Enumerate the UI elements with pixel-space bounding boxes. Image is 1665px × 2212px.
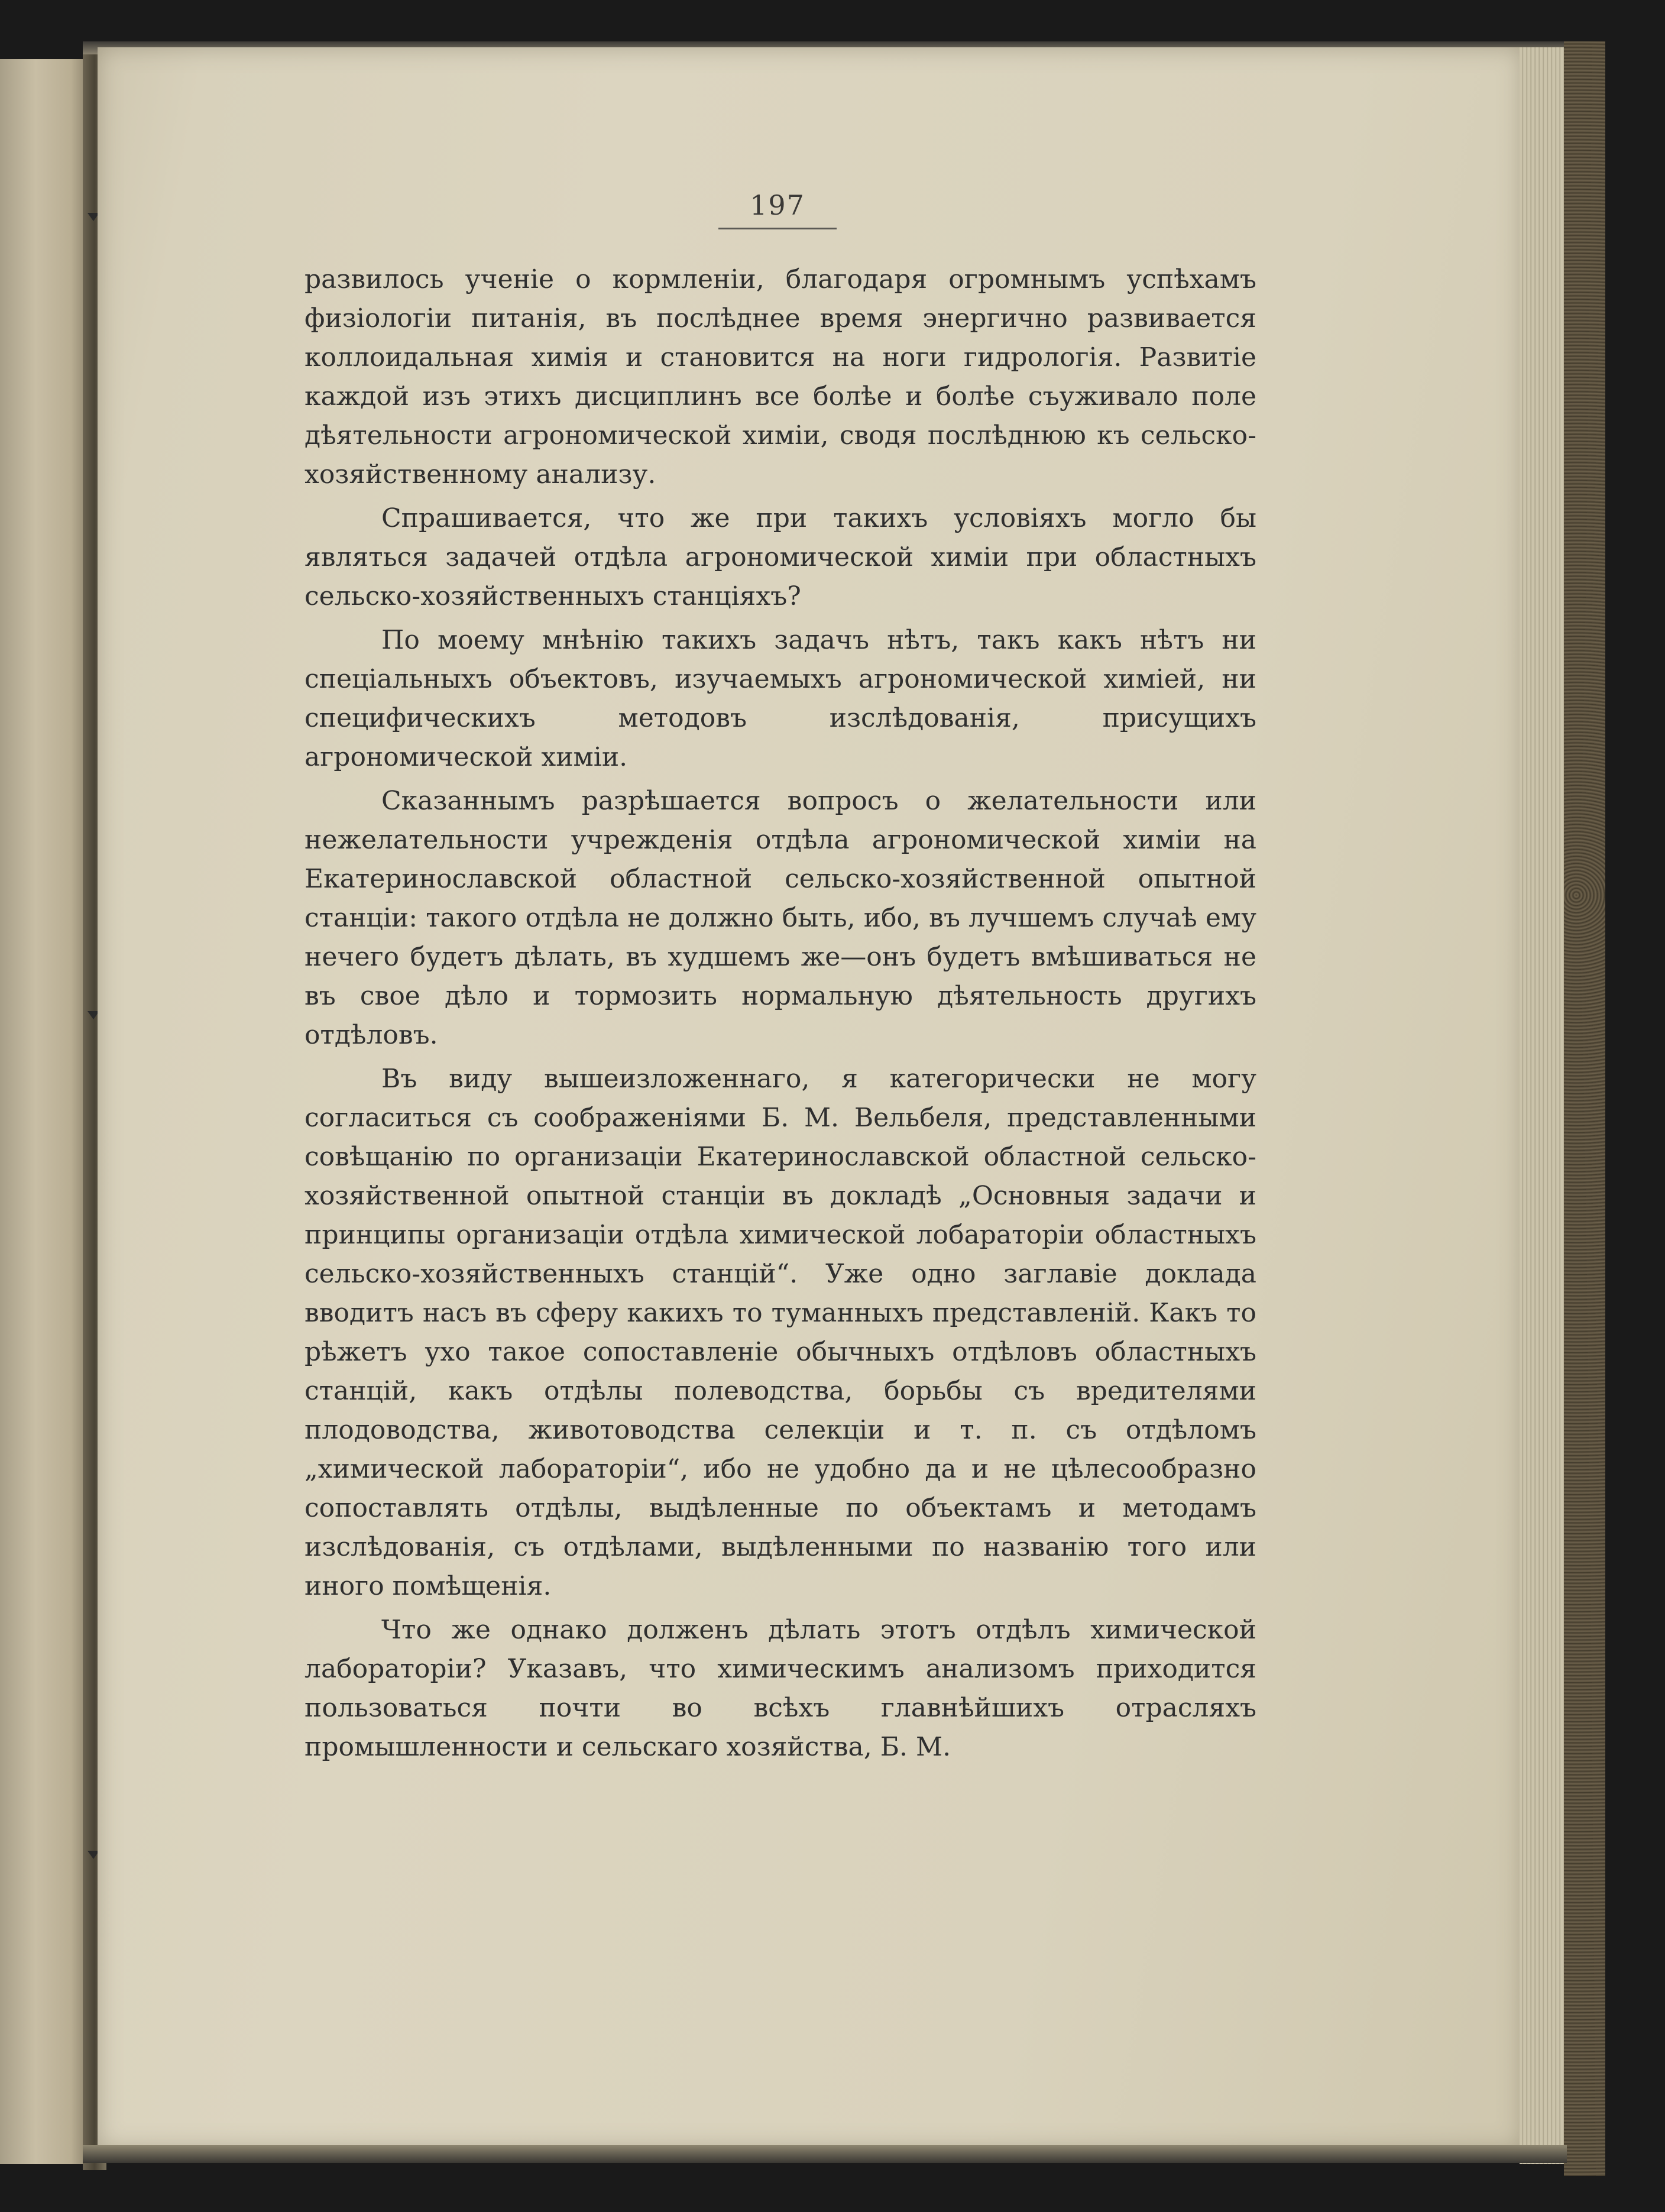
paragraph: развилось ученіе о кормленіи, благодаря огромнымъ успѣхамъ физіологіи питанія, въ послѣднее время энергично развивается коллоидальная химія и становится на ноги гидрологія. Развитіе каждой изъ этихъ дисциплинъ все болѣе и болѣе съуживало поле дѣятельности агрономической химіи, сводя послѣднюю къ сельско-хозяйственному анализу. (305, 264, 1256, 490)
left-page-edge (0, 59, 89, 2164)
paragraph: Сказаннымъ разрѣшается вопросъ о желательности или нежелательности учрежденія отдѣла агрономической химіи на Екатеринославской областной сельско-хозяйственной опытной станціи: такого отдѣла не должно быть, ибо, въ лучшемъ случаѣ ему нечего будетъ дѣлать, въ худшемъ же—онъ будетъ вмѣшиваться не въ свое дѣло и тормозить нормальную дѣятельность другихъ отдѣловъ. (305, 786, 1256, 1050)
page-stack-edges (1520, 47, 1564, 2164)
paragraph: Что же однако долженъ дѣлать этотъ отдѣлъ химической лабораторіи? Указавъ, что химическимъ анализомъ приходится пользоваться почти во всѣхъ главнѣйшихъ отрасляхъ промышленности и сельскаго хозяйства, Б. М. (305, 1615, 1256, 1762)
bottom-page-edge (83, 2145, 1567, 2163)
paragraph: По моему мнѣнію такихъ задачъ нѣтъ, такъ какъ нѣтъ ни спеціальныхъ объектовъ, изучаемыхъ агрономической химіей, ни специфическихъ методовъ изслѣдованія, присущихъ агрономической химіи. (305, 625, 1256, 772)
paragraph: Спрашивается, что же при такихъ условіяхъ могло бы являться задачей отдѣла агрономической химіи при областныхъ сельско-хозяйственныхъ станціяхъ? (305, 503, 1256, 611)
page-number: 197 (750, 189, 805, 221)
body-text (305, 260, 1256, 1771)
book-cover-edge (1564, 41, 1605, 2176)
page-number-rule (718, 228, 837, 229)
paragraph: Въ виду вышеизложеннаго, я категорически не могу согласиться съ соображеніями Б. М. Вельбеля, представленными совѣщанію по организаціи Екатеринославской областной сельско-хозяйственной опытной станціи въ докладѣ „Основныя задачи и принципы организаціи отдѣла химической лобараторіи областныхъ сельско-хозяйственныхъ станцій“. Уже одно заглавіе доклада вводитъ насъ въ сферу какихъ то туманныхъ представленій. Какъ то рѣжетъ ухо такое сопоставленіе обычныхъ отдѣловъ областныхъ станцій, какъ отдѣлы полеводства, борьбы съ вредителями плодоводства, животоводства селекціи и т. п. съ отдѣломъ „химической лабораторіи“, ибо не удобно да и не цѣлесообразно сопоставлять отдѣлы, выдѣленные по объектамъ и методамъ изслѣдованія, съ отдѣлами, выдѣленными по названію того или иного помѣщенія. (305, 1064, 1256, 1601)
